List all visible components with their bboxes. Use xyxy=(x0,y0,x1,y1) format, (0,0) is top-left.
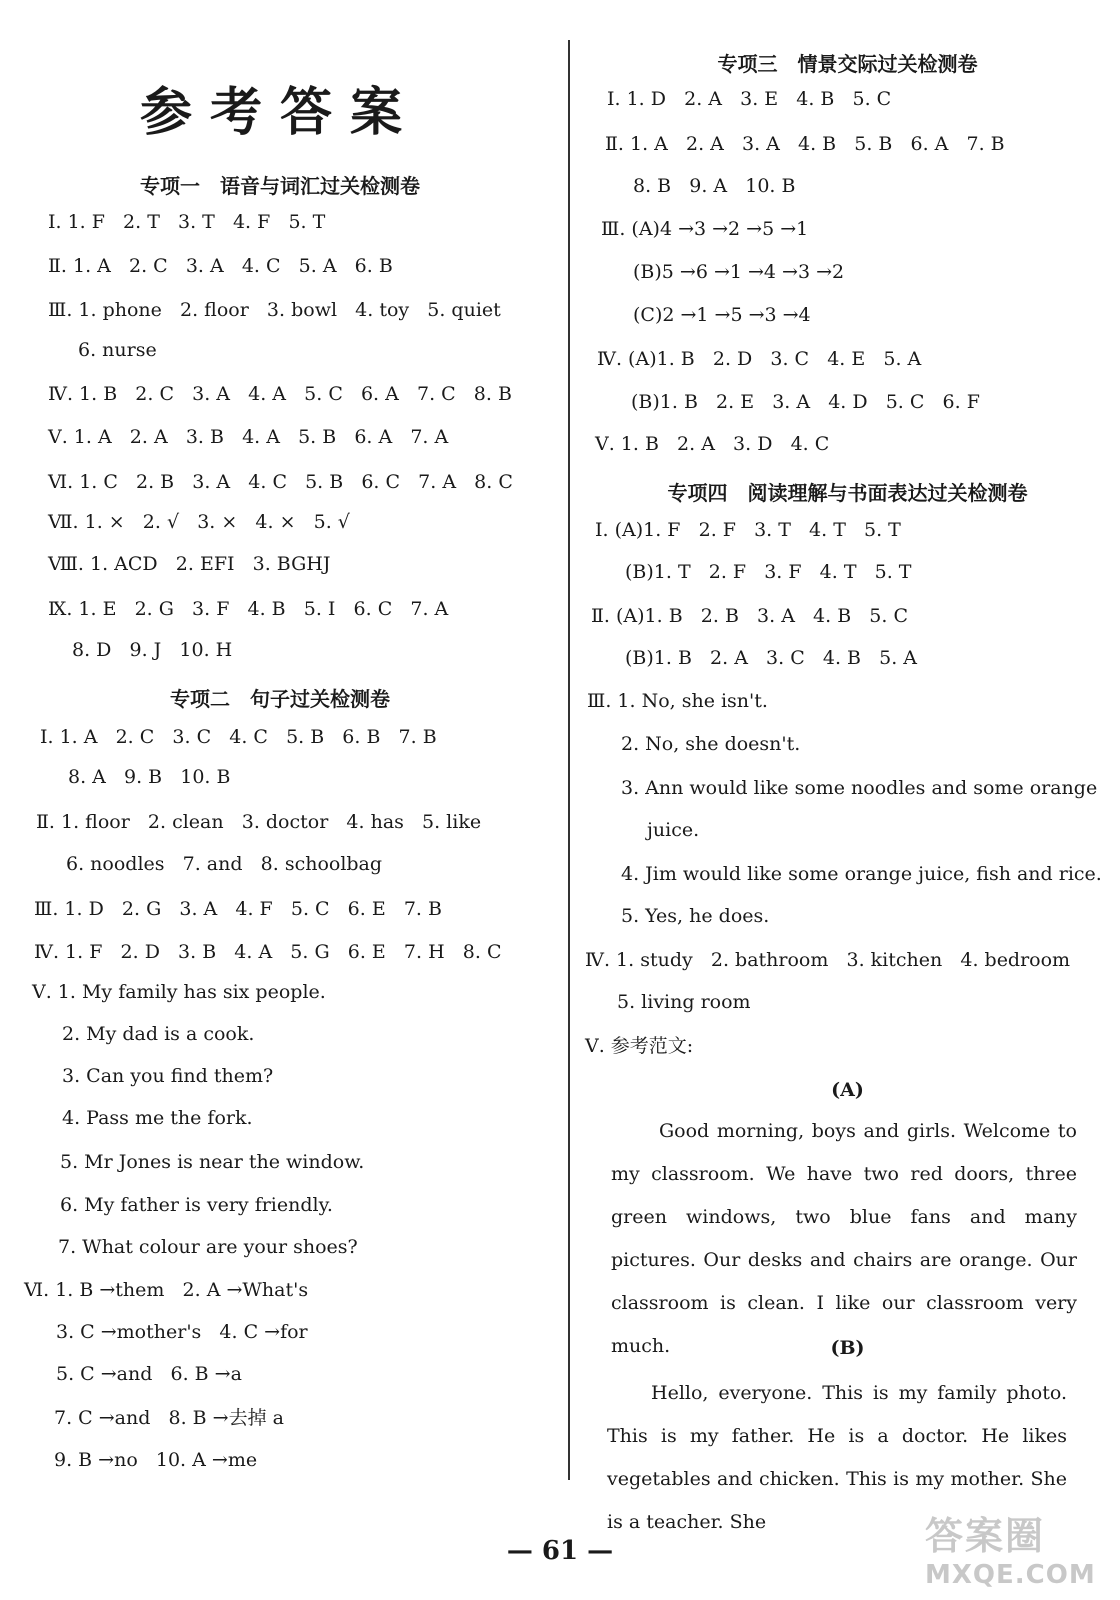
answer-line: Ⅱ. (A)1. B 2. B 3. A 4. B 5. C xyxy=(591,605,908,627)
answer-line: 4. Jim would like some orange juice, fish and rice. xyxy=(621,863,1102,885)
answer-line: Ⅸ. 1. E 2. G 3. F 4. B 5. I 6. C 7. A xyxy=(48,598,449,620)
answer-line: 2. My dad is a cook. xyxy=(62,1023,255,1045)
page-number: — 61 — xyxy=(506,1536,614,1566)
answer-line: 6. My father is very friendly. xyxy=(60,1194,333,1216)
answer-line: 5. Mr Jones is near the window. xyxy=(60,1151,365,1173)
answer-line: Ⅱ. 1. A 2. A 3. A 4. B 5. B 6. A 7. B xyxy=(605,133,1005,155)
answer-line: 6. nurse xyxy=(78,339,157,361)
answer-line: Ⅴ. 1. A 2. A 3. B 4. A 5. B 6. A 7. A xyxy=(48,426,449,448)
answer-line: 7. C →and 8. B →去掉 a xyxy=(54,1407,284,1429)
answer-line: Ⅰ. 1. D 2. A 3. E 4. B 5. C xyxy=(607,88,892,110)
answer-line: Ⅳ. (A)1. B 2. D 3. C 4. E 5. A xyxy=(597,348,922,370)
answer-line: 9. B →no 10. A →me xyxy=(54,1449,258,1471)
answer-line: Ⅰ. (A)1. F 2. F 3. T 4. T 5. T xyxy=(595,519,901,541)
answer-line: (B)1. B 2. A 3. C 4. B 5. A xyxy=(625,647,918,669)
answer-line: Ⅴ. 1. B 2. A 3. D 4. C xyxy=(595,433,830,455)
answer-line: Ⅱ. 1. floor 2. clean 3. doctor 4. has 5. like xyxy=(36,811,482,833)
essay-a-label: (A) xyxy=(831,1079,864,1101)
page-title: 参考答案 xyxy=(139,83,420,143)
answer-line: Ⅲ. (A)4 →3 →2 →5 →1 xyxy=(601,218,809,240)
answer-line: Ⅰ. 1. F 2. T 3. T 4. F 5. T xyxy=(48,211,326,233)
answer-line: 6. noodles 7. and 8. schoolbag xyxy=(66,853,383,875)
answer-line: Ⅴ. 1. My family has six people. xyxy=(32,981,326,1003)
answer-line: 7. What colour are your shoes? xyxy=(58,1236,358,1258)
answer-line: Ⅷ. 1. ACD 2. EFI 3. BGHJ xyxy=(48,553,331,575)
answer-line: 3. Ann would like some noodles and some orange xyxy=(621,777,1098,799)
answer-line: Ⅲ. 1. phone 2. floor 3. bowl 4. toy 5. quiet xyxy=(48,299,501,321)
answer-line: 2. No, she doesn't. xyxy=(621,733,801,755)
answer-line: 3. Can you find them? xyxy=(62,1065,274,1087)
answer-line: Ⅱ. 1. A 2. C 3. A 4. C 5. A 6. B xyxy=(48,255,393,277)
answer-line: (C)2 →1 →5 →3 →4 xyxy=(633,304,811,326)
column-divider xyxy=(568,40,570,1480)
answer-line: Ⅳ. 1. F 2. D 3. B 4. A 5. G 6. E 7. H 8. C xyxy=(34,941,502,963)
answer-line: 5. Yes, he does. xyxy=(621,905,770,927)
answer-line: 8. B 9. A 10. B xyxy=(633,175,796,197)
answer-line: 4. Pass me the fork. xyxy=(62,1107,253,1129)
answer-line: Ⅵ. 1. C 2. B 3. A 4. C 5. B 6. C 7. A 8. C xyxy=(48,471,513,493)
section-title-3: 专项三 情景交际过关检测卷 xyxy=(717,52,978,76)
answer-line: 5. living room xyxy=(617,991,751,1013)
essay-a-text: Good morning, boys and girls. Welcome to my classroom. We have two red doors, three green windows, two blue fans and many pictures. Our desks and chairs are orange. Our classroom is clean. I like our classroom very much. xyxy=(611,1120,1077,1357)
answer-line: Ⅲ. 1. D 2. G 3. A 4. F 5. C 6. E 7. B xyxy=(34,898,442,920)
section-title-4: 专项四 阅读理解与书面表达过关检测卷 xyxy=(667,481,1028,505)
answer-line: Ⅶ. 1. × 2. √ 3. × 4. × 5. √ xyxy=(48,511,350,533)
watermark xyxy=(925,1505,1110,1595)
essay-b-label: (B) xyxy=(830,1337,865,1359)
answer-line: Ⅰ. 1. A 2. C 3. C 4. C 5. B 6. B 7. B xyxy=(40,726,437,748)
section-title-1: 专项一 语音与词汇过关检测卷 xyxy=(140,174,420,198)
section-title-2: 专项二 句子过关检测卷 xyxy=(170,687,390,711)
answer-line: Ⅳ. 1. study 2. bathroom 3. kitchen 4. bedroom xyxy=(585,949,1071,971)
answer-line: 3. C →mother's 4. C →for xyxy=(56,1321,308,1343)
answer-line: (B)1. B 2. E 3. A 4. D 5. C 6. F xyxy=(631,391,980,413)
answer-line: Ⅳ. 1. B 2. C 3. A 4. A 5. C 6. A 7. C 8. B xyxy=(48,383,512,405)
answer-line: 8. A 9. B 10. B xyxy=(68,766,231,788)
watermark-url: MXQE.COM xyxy=(925,1560,1096,1590)
answer-line: 8. D 9. J 10. H xyxy=(72,639,233,661)
watermark-logo: 答案圈 xyxy=(925,1514,1046,1558)
answer-line: Ⅴ. 参考范文: xyxy=(585,1035,694,1057)
answer-line: Ⅵ. 1. B →them 2. A →What's xyxy=(24,1279,309,1301)
essay-b-text: Hello, everyone. This is my family photo. This is my father. He is a doctor. He likes vegetables and chicken. This is my mother. She is a teacher. She xyxy=(607,1382,1067,1533)
answer-line: (B)5 →6 →1 →4 →3 →2 xyxy=(633,261,845,283)
answer-line: juice. xyxy=(647,819,700,841)
answer-line: 5. C →and 6. B →a xyxy=(56,1363,242,1385)
answer-line: Ⅲ. 1. No, she isn't. xyxy=(587,690,768,712)
answer-line: (B)1. T 2. F 3. F 4. T 5. T xyxy=(625,561,912,583)
